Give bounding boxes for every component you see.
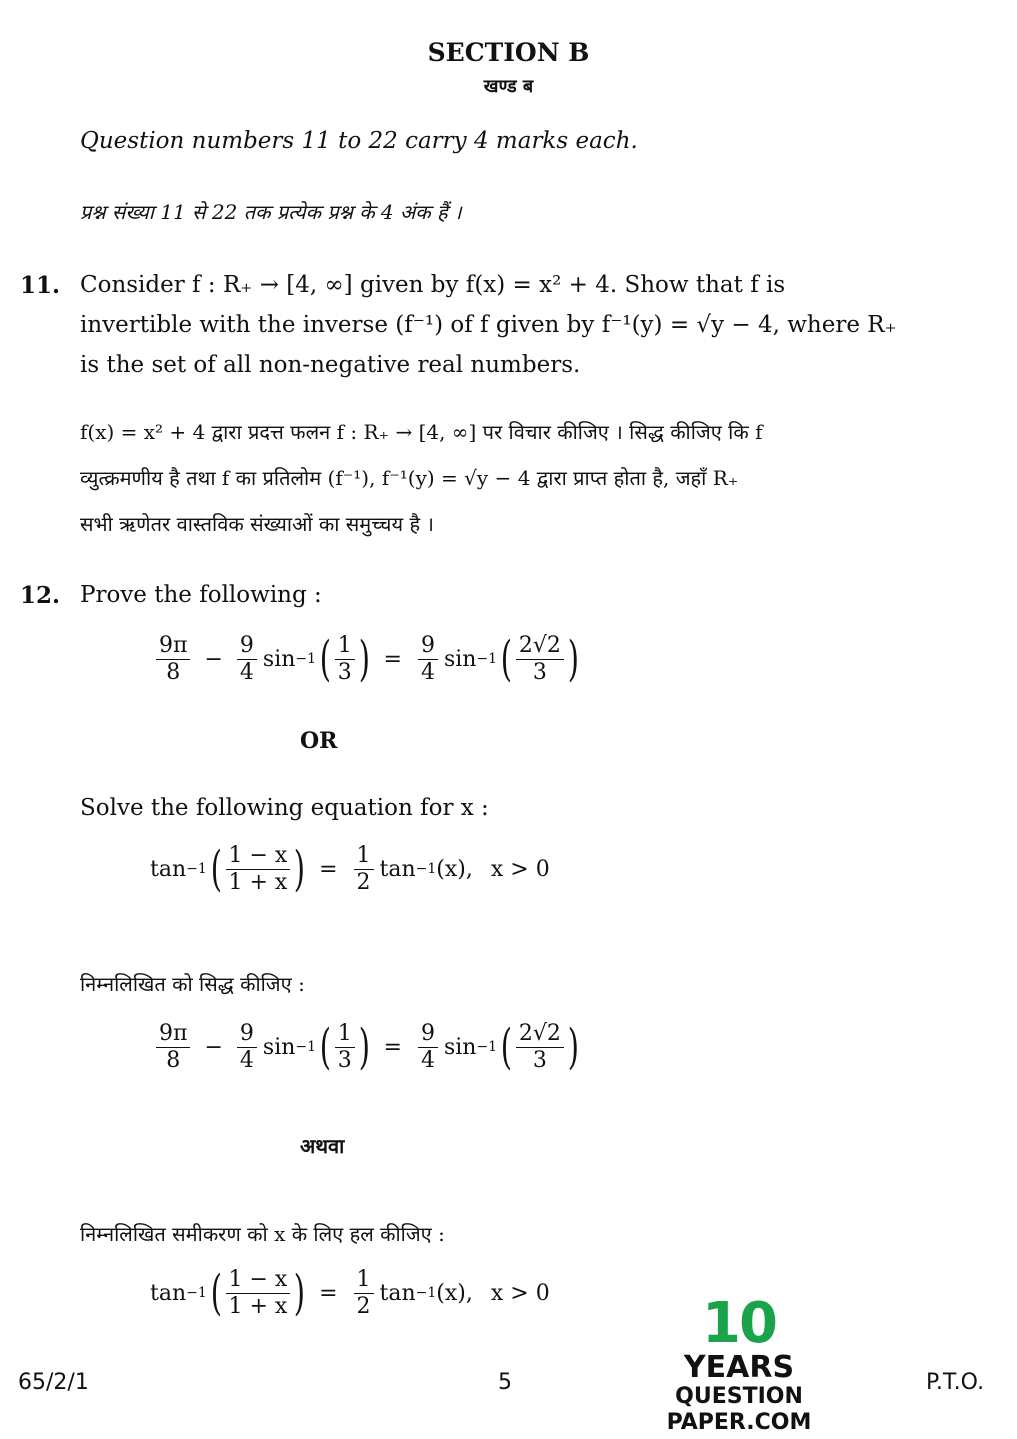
q11-hi-line1: f(x) = x² + 4 द्वारा प्रदत्त फलन f : R₊ → [4, ∞] पर विचार कीजिए । सिद्ध कीजिए कि f (80, 420, 763, 444)
q12-solve-en: Solve the following equation for x : (80, 795, 489, 821)
q12-prove-en: Prove the following : (80, 582, 322, 608)
fraction-9-4: $\frac{9}{4}$ (237, 633, 257, 685)
q11-en-line3: is the set of all non-negative real numbers. (80, 352, 581, 378)
page-number: 5 (498, 1370, 512, 1395)
q11-hi-line2: व्युत्क्रमणीय है तथा f का प्रतिलोम (f⁻¹), f⁻¹(y) = √y − 4 द्वारा प्राप्त होता है, जहाँ R₊ (80, 466, 739, 490)
section-title: SECTION B (427, 38, 590, 67)
logo-years: YEARS (683, 1350, 795, 1385)
question-number-12: 12. (20, 582, 61, 609)
instruction-english: Question numbers 11 to 22 carry 4 marks each. (80, 128, 638, 154)
or-label-hindi: अथवा (300, 1134, 345, 1158)
pto-label: P.T.O. (926, 1370, 985, 1395)
q12-prove-hi: निम्नलिखित को सिद्ध कीजिए : (80, 972, 305, 996)
q11-en-line2: invertible with the inverse (f⁻¹) of f given by f⁻¹(y) = √y − 4, where R₊ (80, 312, 897, 338)
equation-tan-inverse-hindi: tan −1 ( $\frac{1 - x}{1 + x}$ ) = $\frac{1}{2}$ tan −1 (x), x > 0 (150, 1265, 550, 1321)
fraction-1-2: $\frac{1}{2}$ (354, 843, 374, 895)
logo-number: 10 (702, 1291, 776, 1356)
equation-tan-inverse: tan −1 ( $\frac{1 - x}{1 + x}$ ) = $\frac{1}{2}$ tan −1 (x), x > 0 (150, 841, 550, 897)
fraction-9pi-8: $\frac{9\pi}{8}$ (156, 633, 190, 685)
fraction-9-4-rhs: $\frac{9}{4}$ (418, 633, 438, 685)
site-logo (614, 1291, 864, 1436)
or-label: OR (300, 728, 338, 754)
instruction-hindi: प्रश्न संख्या 11 से 22 तक प्रत्येक प्रश्न के 4 अंक हैं । (80, 200, 462, 224)
q12-solve-hi: निम्नलिखित समीकरण को x के लिए हल कीजिए : (80, 1222, 445, 1246)
q11-hi-line3: सभी ऋणेतर वास्तविक संख्याओं का समुच्चय है । (80, 512, 435, 536)
question-number-11: 11. (20, 272, 61, 299)
q11-en-line1: Consider f : R₊ → [4, ∞] given by f(x) = x² + 4. Show that f is (80, 272, 786, 298)
paper-code: 65/2/1 (18, 1370, 89, 1395)
equation-sin-inverse-hindi: $\frac{9\pi}{8}$ − $\frac{9}{4}$ sin −1 ( $\frac{1}{3}$ ) = $\frac{9}{4}$ sin −1 ( $\frac{2√2}{3}$ ) (150, 1010, 583, 1084)
equation-sin-inverse: $\frac{9\pi}{8}$ − $\frac{9}{4}$ sin −1 ( $\frac{1}{3}$ ) = $\frac{9}{4}$ sin −1 ( $\frac{2√2}{3}$ ) (150, 622, 583, 696)
logo-site: QUESTION PAPER.COM (666, 1384, 812, 1435)
section-title-hindi: खण्ड ब (483, 76, 534, 97)
